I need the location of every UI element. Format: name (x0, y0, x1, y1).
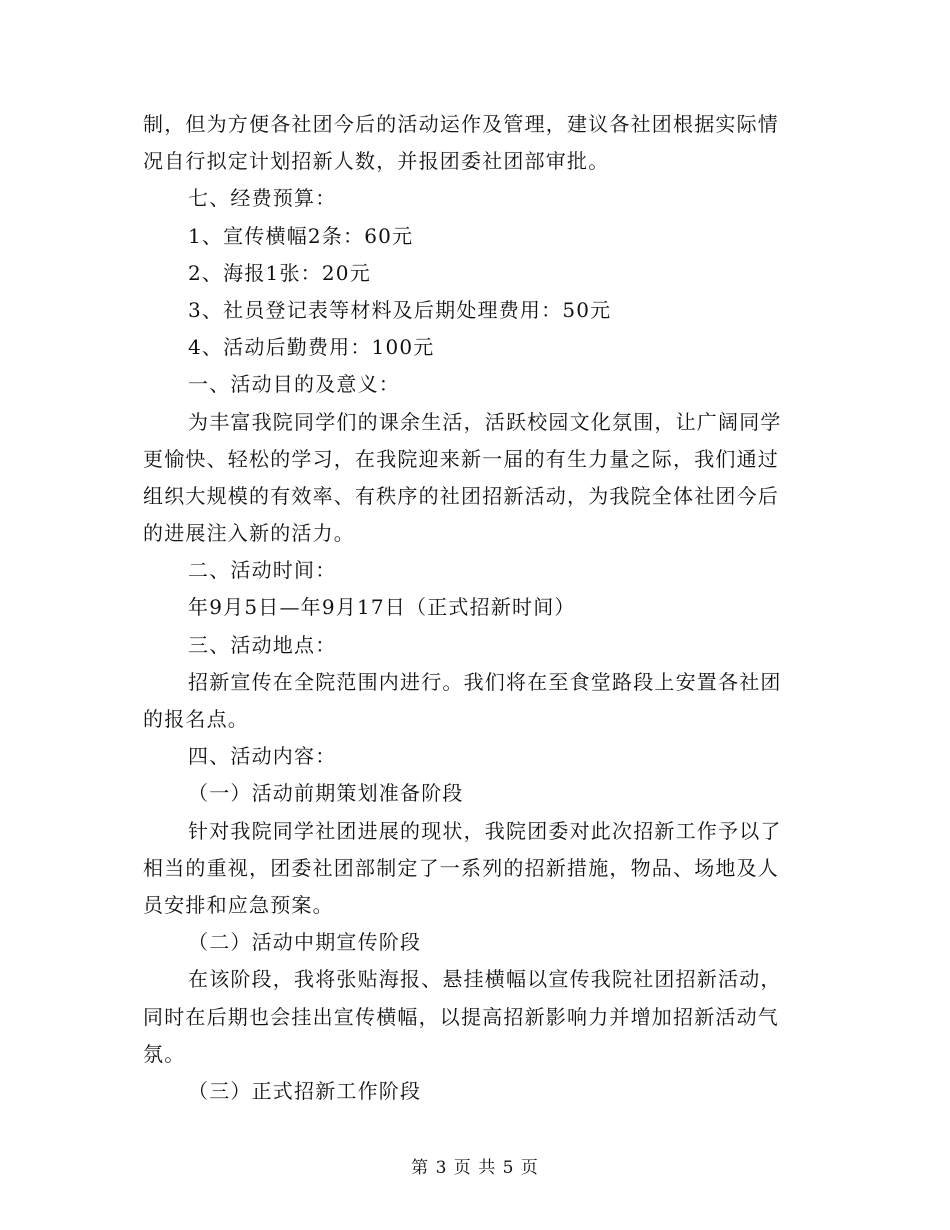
list-item: 2、海报1张：20元 (188, 260, 371, 285)
list-item: 4、活动后勤费用：100元 (188, 335, 435, 360)
subsection-heading: （二）活动中期宣传阶段 (188, 930, 422, 955)
section-heading: 二、活动时间： (188, 558, 337, 583)
list-item: 1、宣传横幅2条：60元 (188, 223, 414, 248)
text-line: 年9月5日—年9月17日（正式招新时间） (188, 595, 576, 620)
subsection-heading: （三）正式招新工作阶段 (188, 1078, 422, 1103)
text-line: 氛。 (143, 1041, 186, 1066)
text-line: 况自行拟定计划招新人数，并报团委社团部审批。 (143, 149, 610, 174)
text-line: 更愉快、轻松的学习，在我院迎来新一届的有生力量之际，我们通过 (143, 446, 779, 471)
document-body (143, 106, 808, 1110)
text-line: 的报名点。 (143, 707, 249, 731)
text-line: 为丰富我院同学们的课余生活，活跃校园文化氛围，让广阔同学 (188, 409, 782, 434)
text-line: 员安排和应急预案。 (143, 892, 334, 917)
section-heading: 一、活动目的及意义： (188, 372, 400, 397)
subsection-heading: （一）活动前期策划准备阶段 (188, 781, 464, 806)
text-line: 的进展注入新的活力。 (143, 521, 355, 546)
text-line: 针对我院同学社团进展的现状，我院团委对此次招新工作予以了 (188, 818, 782, 843)
section-heading: 三、活动地点： (188, 632, 337, 657)
text-line: 招新宣传在全院范围内进行。我们将在至食堂路段上安置各社团 (188, 669, 782, 694)
list-item: 3、社员登记表等材料及后期处理费用：50元 (188, 297, 612, 322)
text-line: 制，但为方便各社团今后的活动运作及管理，建议各社团根据实际情 (143, 112, 779, 136)
section-heading: 七、经费预算： (188, 186, 337, 211)
section-heading: 四、活动内容： (188, 744, 337, 769)
text-line: 相当的重视，团委社团部制定了一系列的招新措施，物品、场地及人 (143, 855, 779, 880)
page-footer: 第 3 页 共 5 页 (411, 1158, 539, 1178)
text-line: 同时在后期也会挂出宣传横幅，以提高招新影响力并增加招新活动气 (143, 1004, 779, 1029)
text-line: 组织大规模的有效率、有秩序的社团招新活动，为我院全体社团今后 (143, 483, 779, 508)
text-line: 在该阶段，我将张贴海报、悬挂横幅以宣传我院社团招新活动， (188, 967, 782, 992)
